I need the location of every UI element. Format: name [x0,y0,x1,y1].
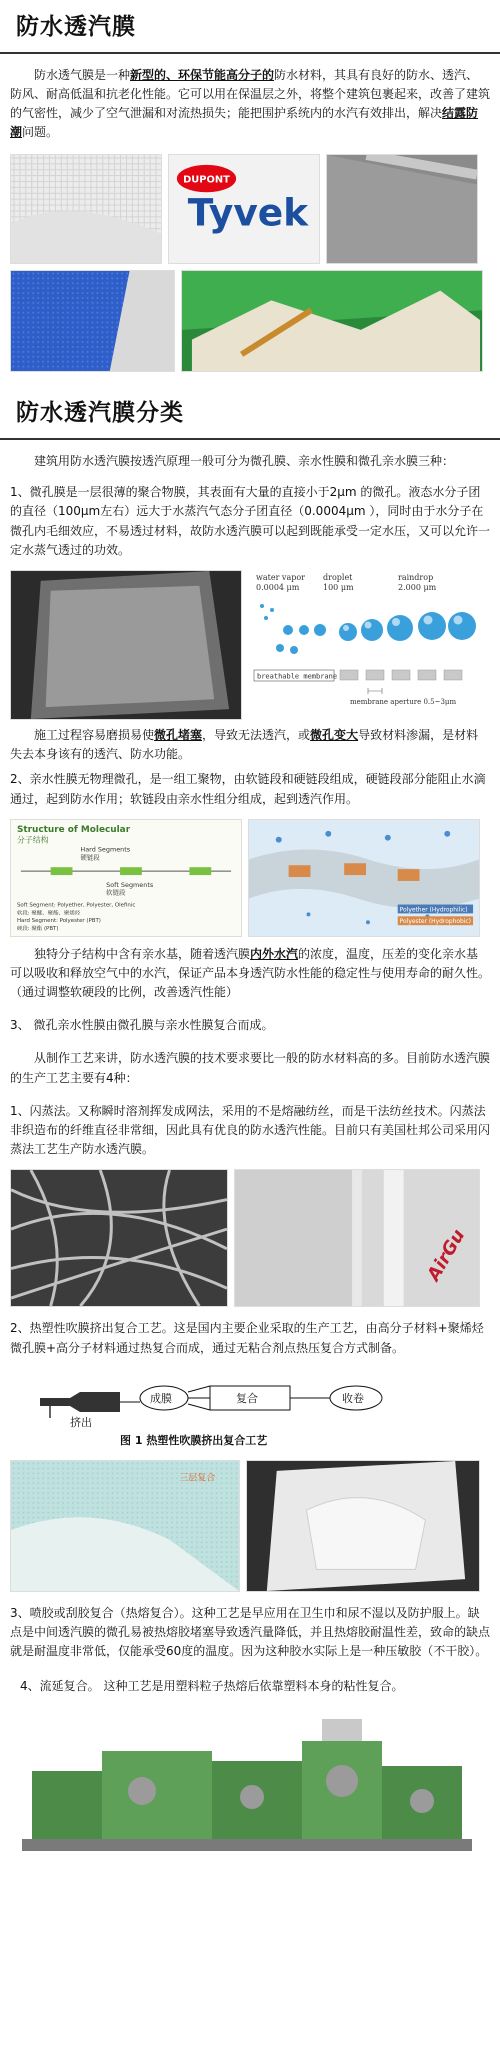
flow-extrude-label: 挤出 [70,1415,92,1429]
legend-hard-cn: 硬段: 聚酯 (PBT) [16,925,59,932]
note1-emphasis-enlarge: 微孔变大 [310,727,359,742]
flow-film-label: 成膜 [150,1391,172,1405]
tyvek-membrane-photo [168,154,320,264]
hydrophilic-note [10,945,490,1003]
polyether-label: Polyether (Hydrophilic) [399,907,468,914]
intro-text-e: 问题。 [22,125,59,140]
droplet-size: 100 μm [323,582,354,592]
cast-composite-paragraph: 4、流延复合。 这种工艺是用塑料粒子热熔后依靠塑料本身的粘性复合。 [20,1679,404,1694]
water-vapor-label: water vapor [256,572,305,582]
droplet-label: droplet [323,572,353,582]
intro-emphasis-condensation: 结露防潮 [10,106,479,140]
intro-emphasis-new: 新型的、环保节能高分子的 [130,67,275,82]
note1-emphasis-clog: 微孔堵塞 [154,727,203,742]
classification-intro: 建筑用防水透汽膜按透汽原理一般可分为微孔膜、亲水性膜和微孔亲水膜三种： [34,454,455,469]
note1-text-e: 导致材料渗漏，是材料失去本身该有的透汽、防水功能。 [10,727,479,762]
hydrophilic-paragraph: 2、亲水性膜无物理微孔，是一组工聚物，由软链段和硬链段组成，硬链段部分能阻止水滴通过，起到防水作用；软链段由亲水性组分组成，起到透汽作用。 [10,772,486,806]
raindrop-size: 2.000 μm [398,582,437,592]
membrane-label: breathable membrane [257,672,338,681]
section-title-membrane: 防水透汽膜 [16,14,136,40]
image-row-flash [10,1169,490,1307]
dupont-logo-text: DUPONT [183,174,230,186]
flow-reel-label: 收卷 [342,1391,364,1405]
raindrop-label: raindrop [398,572,434,582]
hydrophilic-mechanism-diagram [248,819,480,937]
molecular-structure-diagram [10,819,242,937]
image-row-microporous [10,570,490,720]
peeled-membrane-photo [246,1460,480,1592]
polyester-label: Polyester (Hydrophobic) [399,918,472,925]
airguard-roll-photo [234,1169,480,1307]
water-vapor-size: 0.0004 μm [256,582,300,592]
intro-paragraph [10,66,490,143]
intro-text-a: 防水透气膜是一种 [34,67,131,82]
green-membrane-photo [181,270,483,372]
gray-roll-photo [326,154,478,264]
note2-emphasis-vapor: 内外水汽 [250,946,299,961]
legend-hard: Hard Segment: Polyester (PBT) [16,917,101,924]
note1-text-c: ，导致无法透汽，或 [202,727,311,742]
image-row-products-2 [10,270,490,372]
flow-caption: 图 1 热塑性吹膜挤出复合工艺 [120,1433,268,1447]
three-layer-membrane-photo [10,1460,240,1592]
image-row-products-1 [10,154,490,264]
aperture-label: membrane aperture 0.5~3μm [350,697,457,706]
hard-segments-cn: 硬链段 [80,853,100,862]
soft-segments-cn: 软链段 [106,888,126,897]
legend-soft: Soft Segment: Polyether, Polyester, Olefinic [16,902,136,909]
flash-spinning-paragraph: 1、闪蒸法。又称瞬时溶剂挥发成网法，采用的不是熔融纺丝，而是干法纺丝技术。闪蒸法非织造布的纤维直径非常细，因此具有优良的防水透汽性能。目前只有美国杜邦公司采用闪蒸法工艺生产防水透汽膜。 [10,1103,491,1157]
airguard-brand-text: AirGu [423,1226,470,1285]
molecular-title-cn: 分子结构 [16,835,49,845]
blue-membrane-photo [10,270,175,372]
section-divider-2 [0,438,500,440]
note2-text-a: 独特分子结构中含有亲水基，随着透汽膜 [34,946,251,961]
microporous-film-photo [10,570,242,720]
image-row-hydrophilic [10,819,490,937]
white-membrane-photo [10,154,162,264]
section-divider [0,52,500,54]
note1-text-a: 施工过程容易磨损易使 [34,727,155,742]
section-title-classification: 防水透汽膜分类 [16,400,184,427]
microporous-note [10,726,490,764]
process-intro: 从制作工艺来讲，防水透汽膜的技术要求要比一般的防水材料高的多。目前防水透汽膜的生产工艺主要有4种： [10,1051,491,1085]
hard-segments-label: Hard Segments [80,845,131,854]
intro-text-c: 防水材料，其具有良好的防水、透汽、防风、耐高低温和抗老化性能。它可以用在保温层之外，将整个建筑包裹起来，改善了建筑的气密性，减少了空气泄漏和对流热损失；能把围护系统内的水汽有效排出，解决 [10,67,491,121]
microporous-paragraph: 1、微孔膜是一层很薄的聚合物膜，其表面有大量的直接小于2μm 的微孔。液态水分子团的直径（100μm左右）远大于水蒸汽气态分子团直径（0.0004μm ），同时由于水分子在微孔内毛细效应，不易透过材料，故防水透汽膜可以起到既能承受一定水压，又可以允许一定水蒸气透过的功效。 [10,485,491,557]
fiber-microscope-photo [10,1169,228,1307]
molecular-title-en: Structure of Molecular [16,824,131,835]
blown-film-paragraph: 2、热塑性吹膜挤出复合工艺。这是国内主要企业采取的生产工艺，由高分子材料+聚烯烃微孔膜+高分子材料通过热复合而成，通过无粘合剂点热压复合方式制备。 [10,1321,484,1355]
tyvek-brand-text: Tyvek [187,191,309,236]
hot-melt-paragraph: 3、喷胶或刮胶复合（热熔复合）。这种工艺是早应用在卫生巾和尿不湿以及防护服上。缺点是中间透汽膜的微孔易被热熔胶堵塞导致透汽量降低，并且热熔胶耐温性差，致命的缺点就是耐温度非常低，仅能承受60度的温度。因为这种胶水实际上是一种压敏胶（不干胶）。 [10,1605,491,1659]
production-machine-photo [22,1711,472,1859]
legend-soft-cn: 软段: 聚醚、聚酯、聚烯烃 [16,910,81,917]
note2-text-c: 的浓度，温度，压差的变化亲水基可以吸收和释放空气中的水汽，保证产品本身透汽防水性能的稳定性与使用寿命的耐久性。（通过调整软硬段的比例，改善透汽性能） [10,946,491,1000]
pore-size-diagram [248,570,480,720]
soft-segments-label: Soft Segments [106,880,154,889]
composite-paragraph: 3、 微孔亲水性膜由微孔膜与亲水性膜复合而成。 [10,1018,274,1033]
three-layer-label: 三层复合 [179,1473,216,1484]
process-flow-diagram [10,1368,480,1450]
image-row-composite [10,1460,490,1592]
flow-composite-label: 复合 [236,1391,258,1405]
